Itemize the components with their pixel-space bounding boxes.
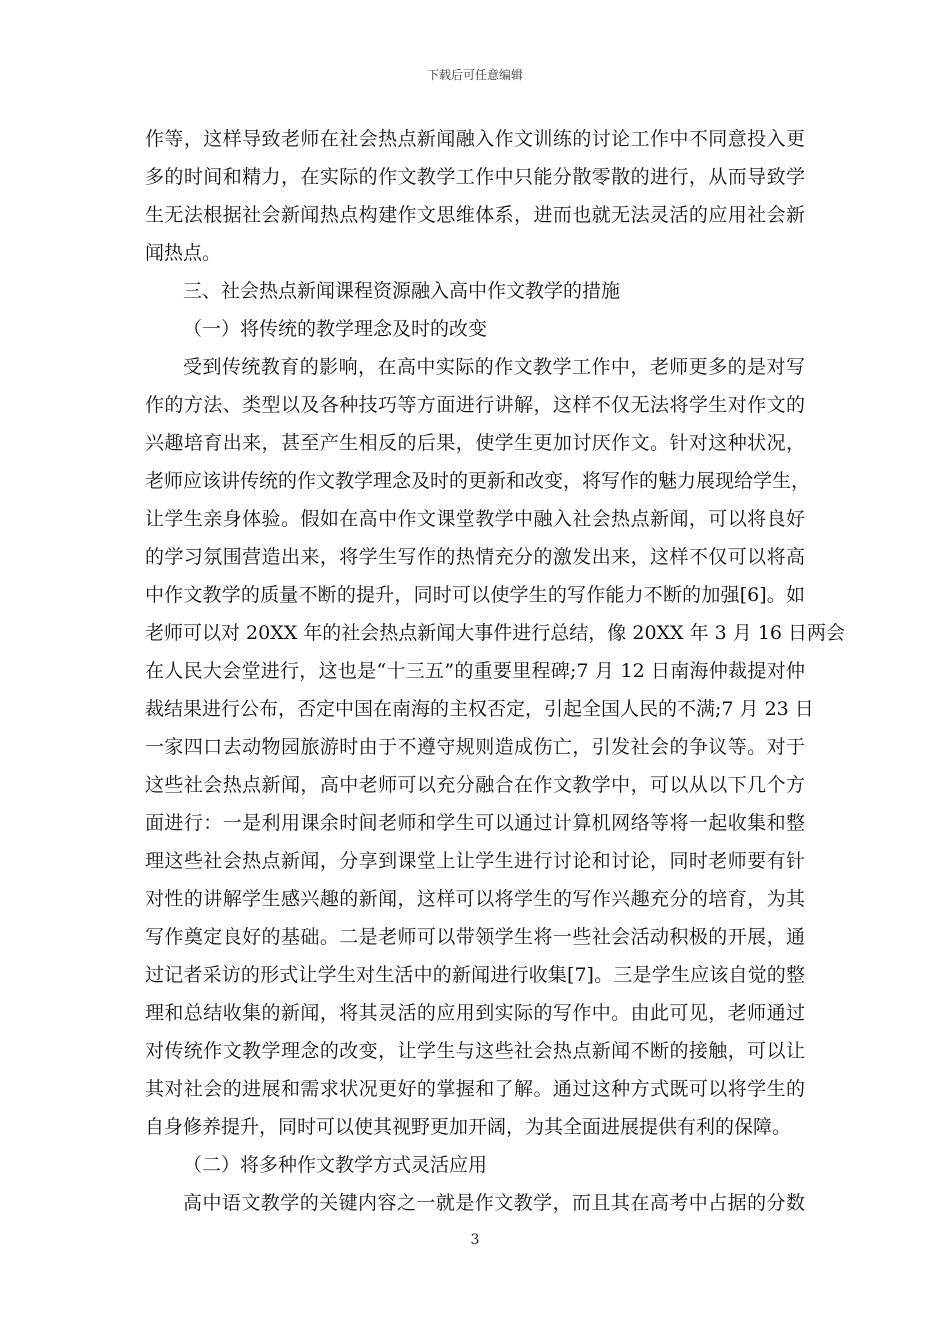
document-body — [145, 120, 846, 1222]
paragraph — [145, 120, 805, 272]
text-line: 的学习氛围营造出来，将学生写作的热情充分的激发出来，这样不仅可以将高 — [145, 546, 805, 568]
text-line: 对性的讲解学生感兴趣的新闻，这样可以将学生的写作兴趣充分的培育，为其 — [145, 888, 805, 910]
text-line: 作等，这样导致老师在社会热点新闻融入作文训练的讨论工作中不同意投入更 — [145, 128, 805, 150]
paragraph — [145, 1184, 805, 1222]
section-heading — [145, 272, 805, 310]
page-number: 3 — [470, 1232, 480, 1248]
text-line: 受到传统教育的影响，在高中实际的作文教学工作中，老师更多的是对写 — [183, 356, 805, 378]
text-line: 理和总结收集的新闻，将其灵活的应用到实际的写作中。由此可见，老师通过 — [145, 1002, 805, 1024]
text-line: 对传统作文教学理念的改变，让学生与这些社会热点新闻不断的接触，可以让 — [145, 1040, 805, 1062]
text-line: 一家四口去动物园旅游时由于不遵守规则造成伤亡，引发社会的争议等。对于 — [145, 736, 805, 758]
text-line: 让学生亲身体验。假如在高中作文课堂教学中融入社会热点新闻，可以将良好 — [145, 508, 805, 530]
text-line: 这些社会热点新闻，高中老师可以充分融合在作文教学中，可以从以下几个方 — [145, 774, 805, 796]
text-line: 兴趣培育出来，甚至产生相反的后果，使学生更加讨厌作文。针对这种状况， — [145, 432, 805, 454]
text-line: 写作奠定良好的基础。二是老师可以带领学生将一些社会活动积极的开展，通 — [145, 926, 805, 948]
text-line: 裁结果进行公布，否定中国在南海的主权否定，引起全国人民的不满;7 月 23 日 — [145, 698, 814, 720]
text-line: 其对社会的进展和需求状况更好的掌握和了解。通过这种方式既可以将学生的 — [145, 1078, 805, 1100]
text-line: 老师可以对 20XX 年的社会热点新闻大事件进行总结，像 20XX 年 3 月 16 日两会 — [145, 622, 846, 644]
paragraph — [145, 348, 846, 1146]
text-line: 老师应该讲传统的作文教学理念及时的更新和改变，将写作的魅力展现给学生， — [145, 470, 811, 492]
text-line: 自身修养提升，同时可以使其视野更加开阔，为其全面进展提供有利的保障。 — [145, 1116, 792, 1138]
text-line: 在人民大会堂进行，这也是“十三五”的重要里程碑;7 月 12 日南海仲裁提对仲 — [145, 660, 805, 682]
text-line: 生无法根据社会新闻热点构建作文思维体系，进而也就无法灵活的应用社会新 — [145, 204, 805, 226]
text-line: 三、社会热点新闻课程资源融入高中作文教学的措施 — [183, 280, 621, 302]
text-line: （二）将多种作文教学方式灵活应用 — [183, 1154, 488, 1176]
text-line: 面进行：一是利用课余时间老师和学生可以通过计算机网络等将一起收集和整 — [145, 812, 805, 834]
text-line: 过记者采访的形式让学生对生活中的新闻进行收集[7]。三是学生应该自觉的整 — [145, 964, 805, 986]
text-line: 高中语文教学的关键内容之一就是作文教学，而且其在高考中占据的分数 — [183, 1192, 805, 1214]
subsection-heading — [145, 310, 805, 348]
page-header: 下载后可任意编辑 — [426, 68, 523, 82]
text-line: 理这些社会热点新闻，分享到课堂上让学生进行讨论和讨论，同时老师要有针 — [145, 850, 805, 872]
text-line: （一）将传统的教学理念及时的改变 — [183, 318, 488, 340]
text-line: 中作文教学的质量不断的提升，同时可以使学生的写作能力不断的加强[6]。如 — [145, 584, 805, 606]
text-line: 多的时间和精力，在实际的作文教学工作中只能分散零散的进行，从而导致学 — [145, 166, 805, 188]
subsection-heading — [145, 1146, 805, 1184]
text-line: 闻热点。 — [145, 242, 222, 264]
text-line: 作的方法、类型以及各种技巧等方面进行讲解，这样不仅无法将学生对作文的 — [145, 394, 805, 416]
